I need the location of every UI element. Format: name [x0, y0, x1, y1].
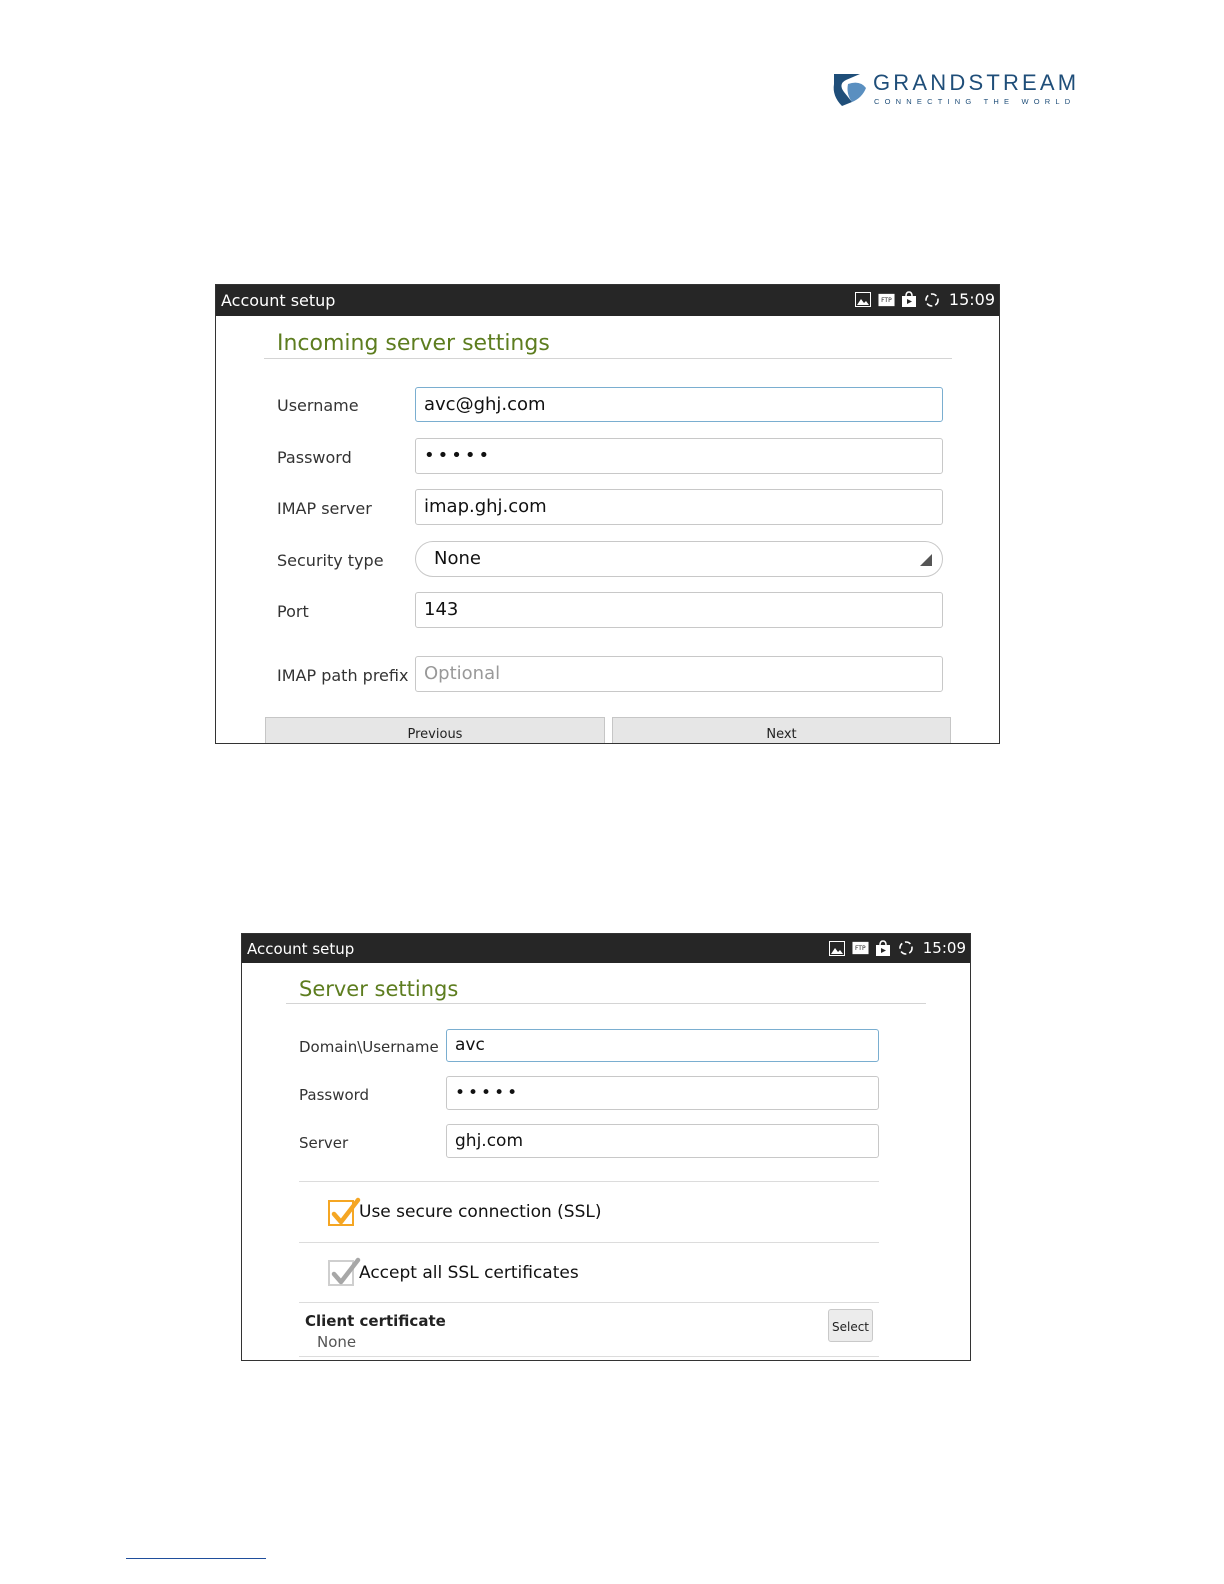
sync-icon — [898, 940, 915, 957]
password-label: Password — [277, 448, 352, 467]
divider — [299, 1302, 879, 1303]
username-input[interactable]: avc@ghj.com — [415, 387, 943, 422]
imap-path-prefix-label: IMAP path prefix — [277, 666, 409, 685]
imap-path-prefix-input[interactable]: Optional — [415, 656, 943, 692]
divider — [299, 1181, 879, 1182]
section-title: Incoming server settings — [277, 331, 550, 356]
username-label: Username — [277, 396, 359, 415]
incoming-server-settings-screenshot — [215, 284, 1000, 744]
password-input[interactable]: ••••• — [446, 1076, 879, 1110]
next-button[interactable]: Next — [612, 717, 951, 744]
status-bar-title: Account setup — [247, 940, 355, 958]
section-divider — [264, 358, 952, 359]
section-divider — [286, 1003, 926, 1004]
sync-icon — [924, 291, 941, 308]
password-label: Password — [299, 1086, 370, 1104]
ftp-icon-text: FTP — [854, 945, 866, 952]
logo-name: GRANDSTREAM — [873, 70, 1080, 95]
divider — [299, 1242, 879, 1243]
grandstream-logo — [832, 70, 1080, 110]
accept-ssl-checkbox-label: Accept all SSL certificates — [359, 1263, 579, 1283]
select-certificate-button[interactable]: Select — [828, 1309, 873, 1342]
grandstream-logo-icon — [832, 70, 868, 108]
security-type-label: Security type — [277, 551, 384, 570]
status-bar-title: Account setup — [221, 291, 336, 310]
imap-server-label: IMAP server — [277, 499, 372, 518]
ssl-checkbox-label: Use secure connection (SSL) — [359, 1202, 602, 1222]
imap-server-input[interactable]: imap.ghj.com — [415, 489, 943, 525]
password-input[interactable]: ••••• — [415, 438, 943, 474]
accept-ssl-checkbox[interactable] — [328, 1260, 354, 1286]
play-store-icon — [875, 940, 892, 957]
status-bar — [216, 285, 999, 316]
picture-icon — [855, 291, 872, 308]
ftp-icon-text: FTP — [881, 296, 892, 304]
client-certificate-value: None — [317, 1333, 357, 1351]
dropdown-arrow-icon — [920, 554, 932, 566]
security-type-value: None — [434, 548, 481, 569]
footer-rule — [126, 1558, 266, 1559]
server-label: Server — [299, 1134, 349, 1152]
security-type-select[interactable] — [415, 541, 943, 577]
logo-tagline: CONNECTING THE WORLD — [874, 97, 1076, 106]
port-input[interactable]: 143 — [415, 592, 943, 628]
section-title: Server settings — [299, 977, 459, 1001]
divider — [299, 1356, 879, 1357]
client-certificate-title: Client certificate — [305, 1312, 446, 1330]
ftp-icon — [878, 291, 895, 308]
ftp-icon — [852, 940, 869, 957]
previous-button[interactable]: Previous — [265, 717, 605, 744]
ssl-checkbox[interactable] — [328, 1200, 354, 1226]
server-settings-screenshot — [241, 933, 971, 1361]
port-label: Port — [277, 602, 309, 621]
play-store-icon — [901, 291, 918, 308]
status-bar-time: 15:09 — [948, 290, 995, 309]
picture-icon — [829, 940, 846, 957]
status-bar-time: 15:09 — [922, 939, 966, 957]
domain-username-input[interactable]: avc — [446, 1029, 879, 1062]
status-bar — [242, 934, 970, 963]
server-input[interactable]: ghj.com — [446, 1124, 879, 1158]
domain-username-label: Domain\Username — [299, 1038, 439, 1056]
